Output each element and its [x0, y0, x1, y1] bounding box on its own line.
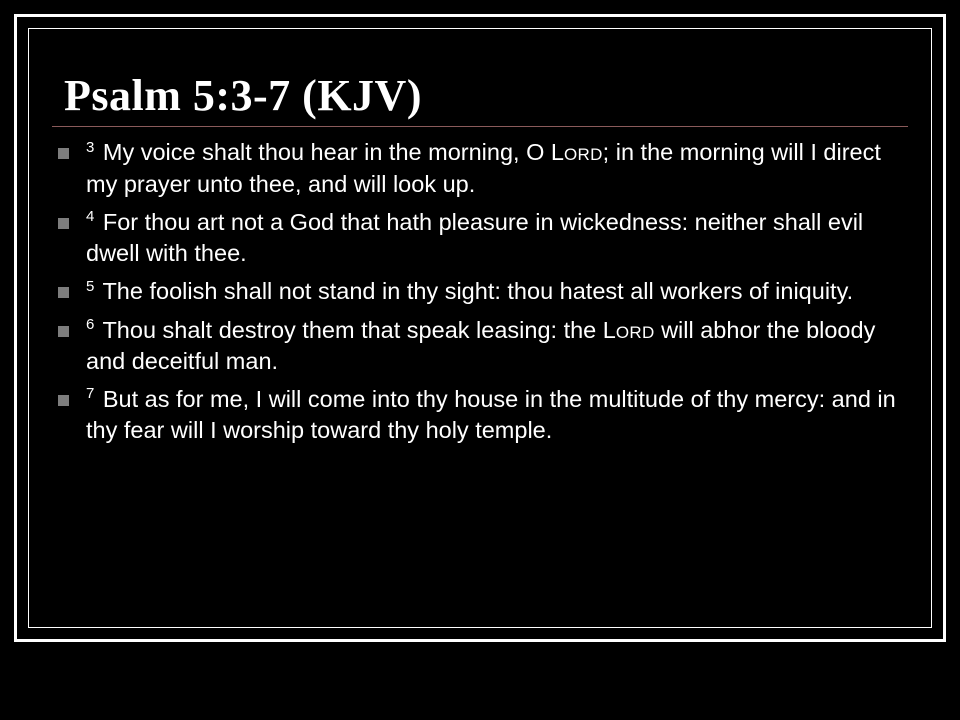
- verse-number: 5: [86, 277, 95, 295]
- list-item: [50, 137, 910, 200]
- square-bullet-icon: [58, 395, 69, 406]
- verse-text-run: L: [602, 316, 616, 343]
- verse-text-run: ORD: [615, 322, 655, 342]
- list-item: [50, 384, 910, 447]
- verse-number: 3: [86, 138, 95, 156]
- square-bullet-icon: [58, 287, 69, 298]
- square-bullet-icon: [58, 326, 69, 337]
- square-bullet-icon: [58, 218, 69, 229]
- square-bullet-icon: [58, 148, 69, 159]
- verse-text-run: The foolish shall not stand in thy sight: thou hatest all workers of iniquity.: [102, 278, 854, 305]
- verse-number: 6: [86, 315, 95, 333]
- verse-text-run: For thou art not a God that hath pleasure in wickedness: neither shall evil dwell with thee.: [86, 208, 864, 267]
- verse-number: 4: [86, 208, 95, 226]
- verse-text-run: My voice shalt thou hear in the morning, O: [102, 139, 551, 166]
- page-title: Psalm 5:3-7 (KJV): [64, 71, 422, 120]
- verse-text-run: But as for me, I will come into thy house in the multitude of thy mercy: and in thy fear will I worship toward thy holy temple.: [86, 386, 896, 444]
- verse-number: 7: [86, 385, 95, 403]
- verse-list: [46, 137, 914, 446]
- slide-content: [46, 72, 914, 624]
- verse-text-run: ; in the morning will I direct my prayer unto thee, and will look up.: [86, 139, 881, 197]
- title-divider: [52, 126, 908, 127]
- list-item: [50, 276, 910, 307]
- verse-text-run: L: [550, 139, 564, 166]
- list-item: [50, 315, 910, 378]
- verse-text-run: ORD: [563, 145, 603, 165]
- verse-text-run: Thou shalt destroy them that speak leasing: the: [102, 316, 603, 343]
- verse-text-run: will abhor the bloody and deceitful man.: [86, 316, 876, 374]
- list-item: [50, 207, 910, 270]
